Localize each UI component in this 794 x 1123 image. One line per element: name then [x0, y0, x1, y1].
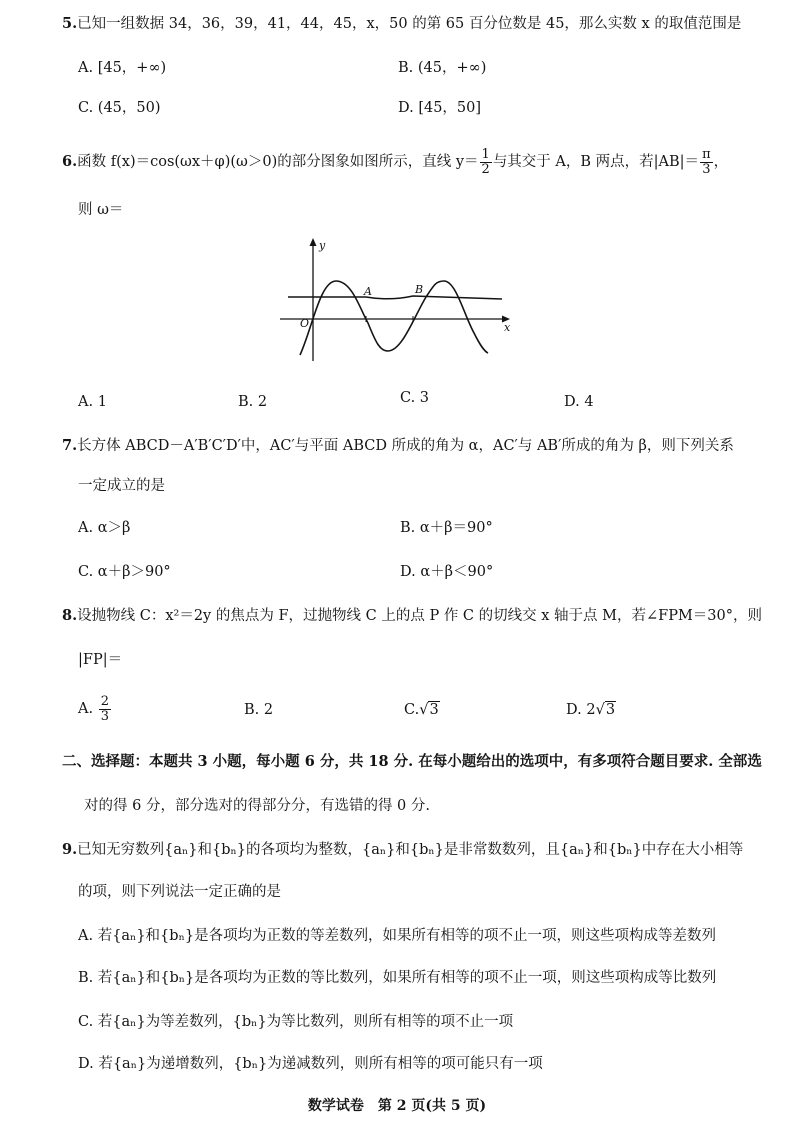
q8-option-d-radicand: 3 [605, 702, 616, 718]
q7-option-b: B. α＋β＝90° [400, 520, 493, 536]
q9-option-d: D. 若{aₙ}为递增数列，{bₙ}为递减数列，则所有相等的项可能只有一项 [78, 1056, 543, 1072]
q7-stem: 长方体 ABCD－A′B′C′D′中，AC′与平面 ABCD 所成的角为 α，AC′与 AB′所成的角为 β，则下列关系 [77, 438, 734, 454]
section2-heading-line2: 对的得 6 分，部分选对的得部分分，有选错的得 0 分. [84, 798, 430, 814]
page-footer: 数学试卷 第 2 页(共 5 页) [307, 1098, 487, 1114]
q6-fraction-pi-third [700, 148, 713, 177]
q7-number: 7. [62, 437, 78, 454]
q6-fraction-half [480, 148, 492, 177]
q6-option-c: C. 3 [400, 390, 430, 406]
q7-option-a: A. α＞β [78, 520, 131, 536]
q7-option-c: C. α＋β＞90° [78, 564, 171, 580]
q9-option-b: B. 若{aₙ}和{bₙ}是各项均为正数的等比数列，如果所有相等的项不止一项，则这些项构成等比数列 [78, 970, 717, 986]
q7-stem-line [62, 436, 734, 456]
y-axis-arrow [310, 238, 317, 246]
q5-stem: 已知一组数据 34，36，39，41，44，45，x，50 的第 65 百分位数是 45，那么实数 x 的取值范围是 [77, 16, 742, 32]
q6-frac1-denominator: 2 [481, 161, 490, 177]
q8-option-a-numerator: 2 [100, 693, 109, 709]
q6-option-b: B. 2 [238, 394, 268, 410]
q6-stem-b: 与其交于 A，B 两点，若|AB|＝ [492, 154, 700, 170]
label-y: y [319, 239, 326, 252]
label-origin: O [300, 317, 310, 330]
q8-option-a [78, 694, 112, 724]
q8-stem-line [62, 606, 762, 626]
label-point-a: A [364, 285, 372, 298]
q5-number: 5. [62, 15, 78, 32]
q5-option-d: D. [45，50] [398, 100, 482, 116]
q8-option-d-prefix: D. 2 [566, 702, 596, 718]
q8-option-a-fraction [99, 695, 111, 724]
q6-cosine-graph [278, 233, 518, 363]
q6-stem-a: 函数 f(x)＝cos(ωx＋φ)(ω＞0)的部分图象如图所示，直线 y＝ [77, 154, 479, 170]
q8-option-b: B. 2 [244, 702, 274, 718]
label-x: x [504, 321, 511, 334]
q5-option-b: B. (45，+∞) [398, 60, 487, 76]
q5-stem-line [62, 14, 741, 34]
q5-option-a: A. [45，+∞) [78, 60, 167, 76]
q8-stem: 设抛物线 C：x²＝2y 的焦点为 F，过抛物线 C 上的点 P 作 C 的切线交 x 轴于点 M，若∠FPM＝30°，则 [77, 608, 762, 624]
q6-frac2-denominator: 3 [702, 161, 711, 177]
q8-option-d [566, 700, 616, 720]
q8-option-a-denominator: 3 [100, 708, 109, 724]
q7-option-d: D. α＋β＜90° [400, 564, 494, 580]
q5-option-c: C. (45，50) [78, 100, 161, 116]
q6-stem-line-2: 则 ω＝ [78, 202, 124, 218]
q9-option-c: C. 若{aₙ}为等差数列，{bₙ}为等比数列，则所有相等的项不止一项 [78, 1014, 514, 1030]
q6-frac1-numerator: 1 [481, 146, 490, 162]
q6-number: 6. [62, 153, 78, 170]
q8-option-c [404, 700, 440, 720]
q6-option-d: D. 4 [564, 394, 594, 410]
q8-number: 8. [62, 607, 78, 624]
q6-stem-line [62, 146, 728, 178]
q9-stem: 已知无穷数列{aₙ}和{bₙ}的各项均为整数，{aₙ}和{bₙ}是非常数数列，且{aₙ}和{bₙ}中存在大小相等 [77, 842, 744, 858]
q8-stem-line-2: |FP|＝ [78, 652, 123, 668]
q9-stem-line [62, 840, 743, 860]
q8-option-c-prefix: C. [404, 702, 420, 718]
q8-option-c-sqrt: √3 [419, 702, 439, 718]
q6-frac2-numerator: π [702, 146, 711, 162]
q9-number: 9. [62, 841, 78, 858]
q8-option-c-radicand: 3 [429, 702, 439, 718]
q8-option-d-sqrt: √3 [595, 702, 616, 718]
cosine-curve [300, 281, 488, 355]
label-point-b: B [415, 283, 424, 296]
q9-option-a: A. 若{aₙ}和{bₙ}是各项均为正数的等差数列，如果所有相等的项不止一项，则这些项构成等差数列 [78, 928, 717, 944]
q7-stem-line-2: 一定成立的是 [78, 478, 165, 494]
q6-option-a: A. 1 [78, 394, 107, 410]
q9-stem-line-2: 的项，则下列说法一定正确的是 [78, 884, 281, 900]
q8-option-a-prefix: A. [78, 701, 94, 717]
section2-heading-line1: 二、选择题：本题共 3 小题，每小题 6 分，共 18 分. 在每小题给出的选项中，有多项符合题目要求. 全部选 [62, 753, 762, 770]
q6-stem-c: ， [713, 154, 729, 170]
